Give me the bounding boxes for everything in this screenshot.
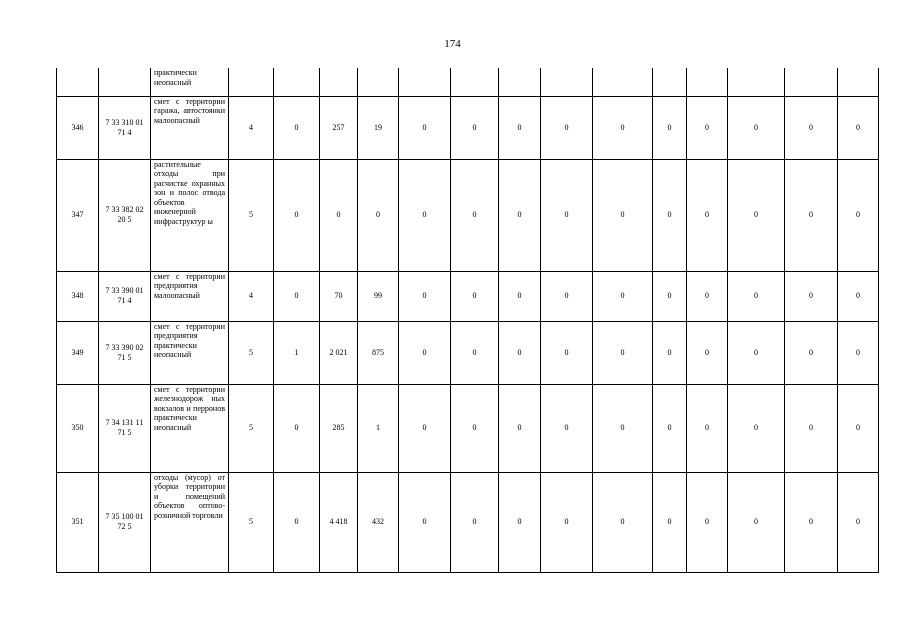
waste-code-cell: 7 35 100 01 72 5	[99, 472, 151, 572]
value-cell: 0	[593, 96, 653, 159]
value-cell: 0	[541, 384, 593, 472]
value-cell: 0	[653, 271, 687, 321]
value-cell: 0	[785, 472, 838, 572]
waste-code-cell: 7 33 310 01 71 4	[99, 96, 151, 159]
waste-code-cell: 7 34 131 11 71 5	[99, 384, 151, 472]
value-cell: 0	[785, 384, 838, 472]
table-row	[57, 384, 879, 472]
waste-code-cell: 7 33 390 02 71 5	[99, 321, 151, 384]
value-cell: 0	[593, 321, 653, 384]
value-cell: 0	[838, 159, 879, 271]
value-cell: 0	[451, 472, 499, 572]
waste-code-cell: 7 33 390 01 71 4	[99, 271, 151, 321]
value-cell: 0	[785, 271, 838, 321]
value-cell: 0	[451, 159, 499, 271]
value-cell: 0	[358, 159, 399, 271]
value-cell: 0	[274, 96, 320, 159]
value-cell: 0	[653, 321, 687, 384]
value-cell: 0	[499, 472, 541, 572]
value-cell: 0	[687, 384, 728, 472]
value-cell: 0	[653, 472, 687, 572]
page-number: 174	[444, 38, 461, 50]
table-row	[57, 321, 879, 384]
value-cell: 4 418	[320, 472, 358, 572]
table-row	[57, 68, 879, 96]
value-cell: 0	[541, 96, 593, 159]
value-cell: 0	[687, 271, 728, 321]
value-cell: 5	[229, 159, 274, 271]
waste-table	[56, 68, 879, 573]
value-cell: 0	[593, 271, 653, 321]
value-cell: 0	[451, 271, 499, 321]
value-cell: 0	[499, 96, 541, 159]
waste-code-cell: 7 33 382 02 20 5	[99, 159, 151, 271]
waste-name-cell: смет с территории предприятия практически неопасный	[151, 321, 229, 384]
value-cell: 0	[593, 384, 653, 472]
value-cell: 0	[728, 96, 785, 159]
value-cell: 0	[593, 472, 653, 572]
value-cell: 0	[399, 384, 451, 472]
value-cell: 875	[358, 321, 399, 384]
row-number-cell: 350	[57, 384, 99, 472]
value-cell: 0	[593, 159, 653, 271]
value-cell: 70	[320, 271, 358, 321]
value-cell: 0	[399, 159, 451, 271]
value-cell: 0	[653, 96, 687, 159]
value-cell: 0	[838, 384, 879, 472]
value-cell: 0	[399, 472, 451, 572]
value-cell: 0	[320, 159, 358, 271]
value-cell: 4	[229, 271, 274, 321]
value-cell: 257	[320, 96, 358, 159]
value-cell: 0	[399, 96, 451, 159]
value-cell: 0	[653, 159, 687, 271]
value-cell: 0	[687, 96, 728, 159]
value-cell: 99	[358, 271, 399, 321]
table-row	[57, 159, 879, 271]
value-cell: 0	[687, 159, 728, 271]
value-cell: 0	[541, 472, 593, 572]
row-number-cell	[57, 68, 99, 96]
value-cell: 5	[229, 321, 274, 384]
value-cell: 0	[499, 159, 541, 271]
value-cell: 0	[728, 159, 785, 271]
waste-name-cell: смет с территории предприятия малоопасный	[151, 271, 229, 321]
waste-code-cell	[99, 68, 151, 96]
value-cell: 0	[451, 321, 499, 384]
value-cell: 0	[274, 472, 320, 572]
value-cell: 0	[838, 271, 879, 321]
value-cell: 0	[274, 271, 320, 321]
value-cell: 0	[687, 321, 728, 384]
value-cell: 285	[320, 384, 358, 472]
value-cell: 0	[838, 472, 879, 572]
value-cell: 0	[728, 384, 785, 472]
value-cell: 2 021	[320, 321, 358, 384]
value-cell: 0	[274, 384, 320, 472]
value-cell: 0	[541, 271, 593, 321]
waste-name-cell: растительные отходы при расчистке охранных зон и полос отвода объектов инженерной инфраструктур ы	[151, 159, 229, 271]
value-cell: 5	[229, 384, 274, 472]
row-number-cell: 349	[57, 321, 99, 384]
value-cell: 0	[274, 159, 320, 271]
value-cell: 0	[785, 321, 838, 384]
table-row	[57, 472, 879, 572]
value-cell: 0	[785, 96, 838, 159]
value-cell: 0	[785, 159, 838, 271]
table-row	[57, 96, 879, 159]
value-cell: 1	[358, 384, 399, 472]
waste-name-cell: смет с территории железнодорож ных вокзалов и перронов практически неопасный	[151, 384, 229, 472]
value-cell: 0	[499, 271, 541, 321]
waste-name-cell: отходы (мусор) от уборки территории и помещений объектов оптово-розничной торговли	[151, 472, 229, 572]
waste-name-cell: практически неопасный	[151, 68, 229, 96]
value-cell: 0	[451, 384, 499, 472]
waste-name-cell: смет с территории гаража, автостоянки малоопасный	[151, 96, 229, 159]
value-cell: 0	[728, 472, 785, 572]
row-number-cell: 348	[57, 271, 99, 321]
value-cell: 0	[499, 321, 541, 384]
value-cell: 4	[229, 96, 274, 159]
value-cell: 0	[653, 384, 687, 472]
value-cell: 0	[728, 321, 785, 384]
row-number-cell: 346	[57, 96, 99, 159]
row-number-cell: 351	[57, 472, 99, 572]
value-cell: 0	[541, 321, 593, 384]
value-cell: 0	[499, 384, 541, 472]
value-cell: 0	[451, 96, 499, 159]
value-cell: 0	[687, 472, 728, 572]
value-cell: 0	[728, 271, 785, 321]
value-cell: 432	[358, 472, 399, 572]
table-row	[57, 271, 879, 321]
value-cell: 0	[541, 159, 593, 271]
value-cell: 0	[838, 96, 879, 159]
value-cell: 0	[838, 321, 879, 384]
value-cell: 0	[399, 321, 451, 384]
value-cell: 1	[274, 321, 320, 384]
value-cell: 19	[358, 96, 399, 159]
value-cell: 0	[399, 271, 451, 321]
value-cell: 5	[229, 472, 274, 572]
row-number-cell: 347	[57, 159, 99, 271]
